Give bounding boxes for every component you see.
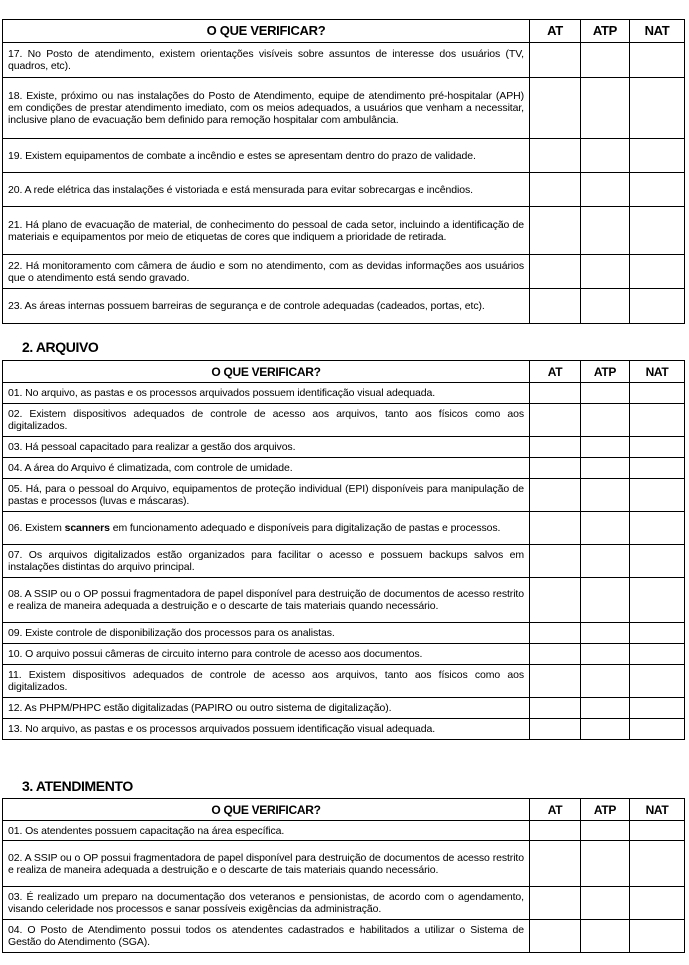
table-row [3,545,685,578]
atp-cell[interactable] [581,841,630,887]
at-cell[interactable] [530,644,581,665]
table-row [3,479,685,512]
nat-cell[interactable] [630,289,685,324]
nat-cell[interactable] [630,383,685,404]
question-text: 04. O Posto de Atendimento possui todos os atendentes cadastrados e habilitados a utilizar o Sistema de Gestão do Atendimento (SGA). [3,920,530,953]
at-cell[interactable] [530,139,581,173]
question-text: 08. A SSIP ou o OP possui fragmentadora de papel disponível para destruição de documentos de acesso restrito e realiza de maneira adequada a destruição e o descarte de tais materiais quando necessário. [3,578,530,623]
at-cell[interactable] [530,665,581,698]
nat-cell[interactable] [630,43,685,78]
table-row [3,623,685,644]
nat-cell[interactable] [630,207,685,255]
question-text: 01. Os atendentes possuem capacitação na área específica. [3,821,530,841]
question-text: 18. Existe, próximo ou nas instalações do Posto de Atendimento, equipe de atendimento pré-hospitalar (APH) em condições de prestar atendimento imediato, com os meios adequados, a usuários que venham a necessitar, inclusive plano de evacuação bem definido para remoção hospitalar com ambulância. [3,78,530,139]
atp-cell[interactable] [581,479,630,512]
atp-cell[interactable] [581,512,630,545]
atp-cell[interactable] [581,78,630,139]
question-text: 21. Há plano de evacuação de material, de conhecimento do pessoal de cada setor, incluindo a identificação de materiais e equipamentos por meio de etiquetas de cores que indiquem a prioridade de retirada. [3,207,530,255]
question-text: 19. Existem equipamentos de combate a incêndio e estes se apresentam dentro do prazo de validade. [3,139,530,173]
atp-cell[interactable] [581,139,630,173]
atp-cell[interactable] [581,623,630,644]
nat-cell[interactable] [630,437,685,458]
atp-cell[interactable] [581,665,630,698]
at-cell[interactable] [530,404,581,437]
checklist-table-arquivo [2,360,685,740]
table-row [3,887,685,920]
at-cell[interactable] [530,841,581,887]
section-title-arquivo: 2. ARQUIVO [22,339,99,355]
nat-cell[interactable] [630,698,685,719]
at-cell[interactable] [530,289,581,324]
nat-cell[interactable] [630,623,685,644]
atp-cell[interactable] [581,545,630,578]
at-cell[interactable] [530,623,581,644]
table-row [3,173,685,207]
table-header-row [3,799,685,821]
table-row [3,437,685,458]
table-header-row [3,361,685,383]
question-text: 03. É realizado um preparo na documentação dos veteranos e pensionistas, de acordo com o agendamento, visando celeridade nos processos e sanar possíveis exigências da administração. [3,887,530,920]
atp-cell[interactable] [581,920,630,953]
at-cell[interactable] [530,78,581,139]
atp-cell[interactable] [581,821,630,841]
question-text: 09. Existe controle de disponibilização dos processos para os analistas. [3,623,530,644]
at-cell[interactable] [530,458,581,479]
atp-cell[interactable] [581,404,630,437]
question-text: 23. As áreas internas possuem barreiras de segurança e de controle adequadas (cadeados, portas, etc). [3,289,530,324]
question-text-bold: scanners [64,522,110,534]
header-nat: NAT [630,361,685,383]
nat-cell[interactable] [630,404,685,437]
table-row [3,719,685,740]
nat-cell[interactable] [630,644,685,665]
question-text: 02. Existem dispositivos adequados de controle de acesso aos arquivos, tanto aos físicos como aos digitalizados. [3,404,530,437]
question-text: 10. O arquivo possui câmeras de circuito interno para controle de acesso aos documentos. [3,644,530,665]
question-text: 03. Há pessoal capacitado para realizar a gestão dos arquivos. [3,437,530,458]
atp-cell[interactable] [581,698,630,719]
table-header-row [3,20,685,43]
table-row [3,841,685,887]
atp-cell[interactable] [581,43,630,78]
question-text: 20. A rede elétrica das instalações é vistoriada e está mensurada para evitar sobrecargas e incêndios. [3,173,530,207]
nat-cell[interactable] [630,173,685,207]
at-cell[interactable] [530,545,581,578]
header-at: AT [530,361,581,383]
question-text: 07. Os arquivos digitalizados estão organizados para facilitar o acesso e possuem backups salvos em instalações distintas do arquivo principal. [3,545,530,578]
at-cell[interactable] [530,887,581,920]
table-row [3,665,685,698]
table-row [3,821,685,841]
question-text: 12. As PHPM/PHPC estão digitalizadas (PAPIRO ou outro sistema de digitalização). [3,698,530,719]
header-question: O QUE VERIFICAR? [3,361,530,383]
header-at: AT [530,20,581,43]
at-cell[interactable] [530,207,581,255]
question-text: 11. Existem dispositivos adequados de controle de acesso aos arquivos, tanto aos físicos como aos digitalizados. [3,665,530,698]
header-atp: ATP [581,20,630,43]
nat-cell[interactable] [630,578,685,623]
atp-cell[interactable] [581,887,630,920]
atp-cell[interactable] [581,437,630,458]
atp-cell[interactable] [581,383,630,404]
at-cell[interactable] [530,578,581,623]
at-cell[interactable] [530,437,581,458]
section-title-atendimento: 3. ATENDIMENTO [22,778,133,794]
atp-cell[interactable] [581,719,630,740]
at-cell[interactable] [530,255,581,289]
question-text-post: em funcionamento adequado e disponíveis para digitalização de pastas e processos. [109,522,501,534]
at-cell[interactable] [530,698,581,719]
at-cell[interactable] [530,383,581,404]
question-text-pre: 06. Existem [8,522,65,534]
table-row [3,78,685,139]
at-cell[interactable] [530,821,581,841]
at-cell[interactable] [530,512,581,545]
nat-cell[interactable] [630,821,685,841]
table-row [3,207,685,255]
table-row [3,289,685,324]
at-cell[interactable] [530,43,581,78]
table-row [3,920,685,953]
atp-cell[interactable] [581,289,630,324]
at-cell[interactable] [530,719,581,740]
atp-cell[interactable] [581,173,630,207]
atp-cell[interactable] [581,255,630,289]
table-row [3,578,685,623]
nat-cell[interactable] [630,479,685,512]
header-atp: ATP [581,361,630,383]
question-text: 02. A SSIP ou o OP possui fragmentadora de papel disponível para destruição de documentos de acesso restrito e realiza de maneira adequada a destruição e o descarte de tais materiais quando necessário. [3,841,530,887]
header-nat: NAT [630,799,685,821]
nat-cell[interactable] [630,458,685,479]
header-atp: ATP [581,799,630,821]
table-row [3,644,685,665]
question-text: 22. Há monitoramento com câmera de áudio e som no atendimento, com as devidas informações aos usuários que o atendimento está sendo gravado. [3,255,530,289]
table-row [3,139,685,173]
atp-cell[interactable] [581,578,630,623]
nat-cell[interactable] [630,887,685,920]
nat-cell[interactable] [630,255,685,289]
question-text [3,512,530,545]
at-cell[interactable] [530,920,581,953]
table-row [3,458,685,479]
question-text: 05. Há, para o pessoal do Arquivo, equipamentos de proteção individual (EPI) disponíveis para manipulação de pastas e processos (luvas e máscaras). [3,479,530,512]
nat-cell[interactable] [630,920,685,953]
question-text: 04. A área do Arquivo é climatizada, com controle de umidade. [3,458,530,479]
question-text: 17. No Posto de atendimento, existem orientações visíveis sobre assuntos de interesse dos usuários (TV, quadros, etc). [3,43,530,78]
atp-cell[interactable] [581,644,630,665]
table-row [3,512,685,545]
header-nat: NAT [630,20,685,43]
header-at: AT [530,799,581,821]
nat-cell[interactable] [630,139,685,173]
at-cell[interactable] [530,479,581,512]
table-row [3,255,685,289]
table-row [3,404,685,437]
nat-cell[interactable] [630,665,685,698]
checklist-table-atendimento [2,798,685,953]
at-cell[interactable] [530,173,581,207]
header-question: O QUE VERIFICAR? [3,799,530,821]
nat-cell[interactable] [630,78,685,139]
table-row [3,698,685,719]
atp-cell[interactable] [581,458,630,479]
atp-cell[interactable] [581,207,630,255]
question-text: 13. No arquivo, as pastas e os processos arquivados possuem identificação visual adequada. [3,719,530,740]
table-row [3,43,685,78]
question-text: 01. No arquivo, as pastas e os processos arquivados possuem identificação visual adequada. [3,383,530,404]
nat-cell[interactable] [630,719,685,740]
table-row [3,383,685,404]
nat-cell[interactable] [630,512,685,545]
checklist-table-1 [2,19,685,324]
header-question: O QUE VERIFICAR? [3,20,530,43]
nat-cell[interactable] [630,841,685,887]
nat-cell[interactable] [630,545,685,578]
